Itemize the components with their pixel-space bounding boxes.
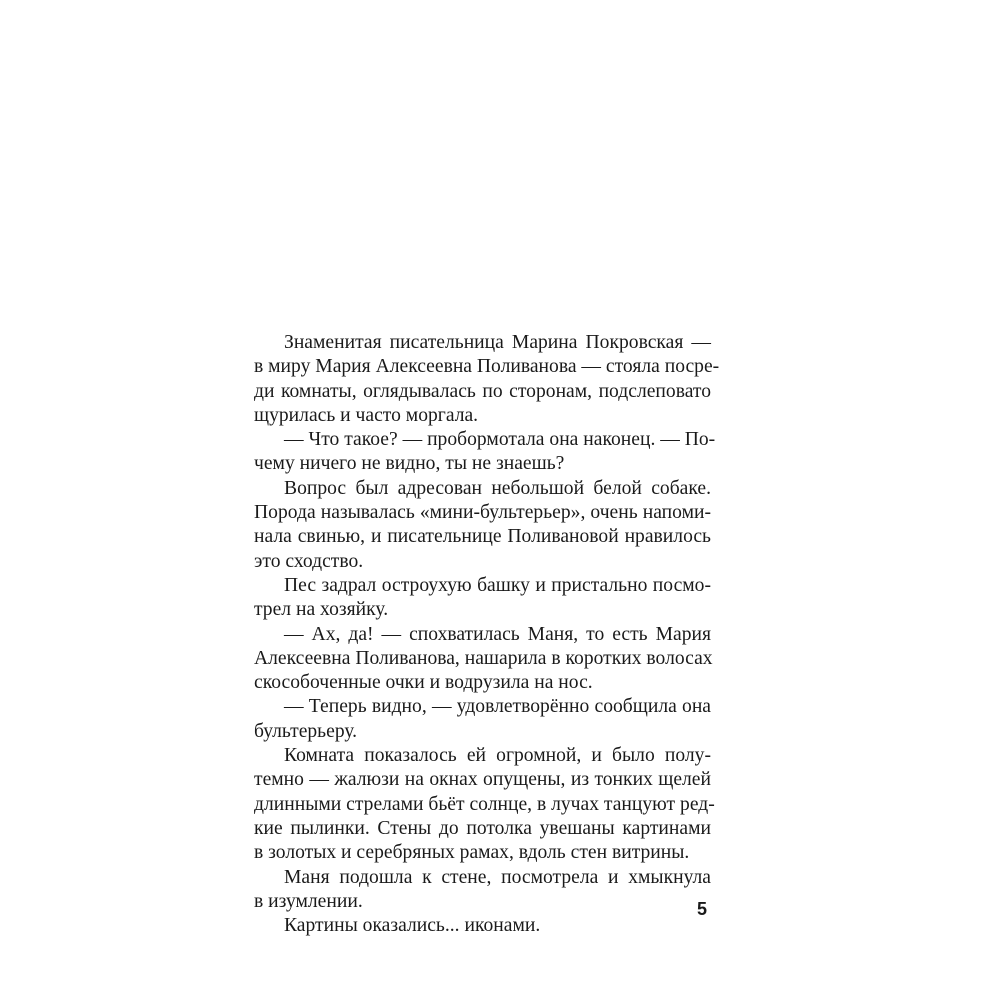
text-line: трел на хозяйку. <box>254 599 389 621</box>
text-line: щурилась и часто моргала. <box>254 404 479 426</box>
text-line: в изумлении. <box>254 890 363 912</box>
text-line: темно — жалюзи на окнах опущены, из тонких щелей <box>254 769 711 791</box>
text-line: — Ах, да! — спохватилась Маня, то есть Мария <box>284 623 711 645</box>
text-line: длинными стрелами бьёт солнце, в лучах танцуют ред- <box>254 793 715 815</box>
text-line: это сходство. <box>254 550 364 572</box>
text-line: скособоченные очки и водрузила на нос. <box>254 672 593 694</box>
text-line: Вопрос был адресован небольшой белой собаке. <box>284 477 711 499</box>
text-line: Картины оказались... иконами. <box>284 915 541 937</box>
text-line: Маня подошла к стене, посмотрела и хмыкнула <box>284 866 711 888</box>
text-line: — Теперь видно, — удовлетворённо сообщила она <box>284 696 711 718</box>
text-line: Пес задрал остроухую башку и пристально посмо- <box>284 574 711 596</box>
text-line: бультерьеру. <box>254 720 358 742</box>
text-line: в миру Мария Алексеевна Поливанова — стояла посре- <box>254 356 720 378</box>
text-line: чему ничего не видно, ты не знаешь? <box>254 453 565 475</box>
page-body-text <box>254 331 720 938</box>
text-line: кие пылинки. Стены до потолка увешаны картинами <box>254 817 711 839</box>
text-line: Комната показалось ей огромной, и было полу- <box>284 745 711 767</box>
text-line: ди комнаты, оглядывалась по сторонам, подслеповато <box>254 380 711 402</box>
text-line: Порода называлась «мини-бультерьер», очень напоми- <box>254 502 711 524</box>
text-line: в золотых и серебряных рамах, вдоль стен витрины. <box>254 842 690 864</box>
text-line: Знаменитая писательница Марина Покровская — <box>284 332 711 353</box>
text-line: — Что такое? — пробормотала она наконец. — По- <box>284 429 716 451</box>
text-line: Алексеевна Поливанова, нашарила в коротких волосах <box>254 647 713 669</box>
page-number: 5 <box>697 899 708 919</box>
text-line: нала свинью, и писательнице Поливановой нравилось <box>254 526 711 548</box>
